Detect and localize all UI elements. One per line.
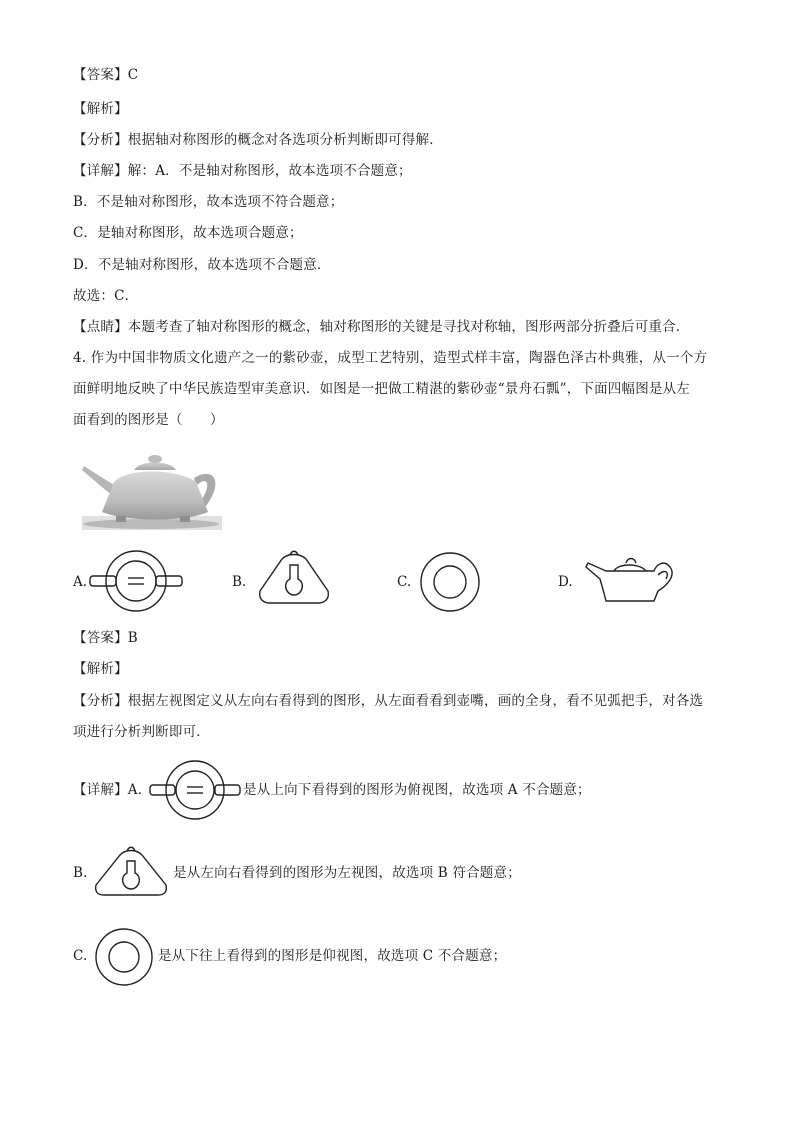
q4-analysis-line2: 项进行分析判断即可． [73, 724, 210, 740]
q3-option-d: D．不是轴对称图形，故本选项不合题意． [73, 257, 331, 273]
q4-detail-a-prefix: 【详解】A. [73, 782, 143, 798]
teapot-photo [76, 440, 226, 530]
q4-detail-c: 是从下往上看得到的图形是仰视图，故选项 C 不合题意； [158, 948, 507, 964]
q4-analysis-heading: 【解析】 [73, 661, 128, 677]
detail-a-top-view-icon [148, 758, 242, 822]
q3-option-b: B．不是轴对称图形，故本选项不符合题意； [73, 194, 344, 210]
option-a-top-view-icon [88, 548, 184, 614]
q3-option-c: C．是轴对称图形，故本选项合题意； [73, 225, 303, 241]
option-d-label: D. [558, 574, 573, 590]
q3-choose: 故选：C． [73, 288, 139, 304]
option-b-left-view-icon [254, 549, 334, 605]
q4-stem-line1: 4. 作为中国非物质文化遗产之一的紫砂壶，成型工艺特别，造型式样丰富，陶器色泽古朴典雅，从一个方 [73, 350, 708, 366]
option-c-bottom-view-icon [418, 550, 482, 614]
q4-detail-b-prefix: B. [73, 865, 88, 881]
detail-b-left-view-icon [90, 845, 172, 897]
q4-analysis-line1: 【分析】根据左视图定义从左向右看得到的图形，从左面看看到壶嘴，画的全身，看不见弧把手，对各选 [73, 693, 704, 709]
q3-analysis: 【分析】根据轴对称图形的概念对各选项分析判断即可得解． [73, 132, 443, 148]
q4-detail-b: 是从左向右看得到的图形为左视图，故选项 B 符合题意； [173, 865, 521, 881]
option-d-front-view-icon [584, 551, 676, 605]
q4-stem-line3: 面看到的图形是（ ） [73, 412, 224, 428]
q4-stem-line2: 面鲜明地反映了中华民族造型审美意识．如图是一把做工精湛的紫砂壶“景舟石瓢”，下面四幅图是从左 [73, 381, 691, 397]
q3-detail: 【详解】解：A．不是轴对称图形，故本选项不合题意； [73, 163, 412, 179]
q3-answer: 【答案】C [73, 67, 139, 83]
option-c-label: C. [397, 574, 412, 590]
q3-analysis-heading: 【解析】 [73, 101, 128, 117]
option-b-label: B. [232, 574, 247, 590]
q4-detail-a: 是从上向下看得到的图形为俯视图，故选项 A 不合题意； [243, 782, 591, 798]
q3-comment: 【点睛】本题考查了轴对称图形的概念，轴对称图形的关键是寻找对称轴，图形两部分折叠后可重合． [73, 319, 690, 335]
detail-c-bottom-view-icon [93, 926, 155, 988]
q4-answer: 【答案】B [73, 630, 138, 646]
option-a-label: A. [73, 574, 88, 590]
q4-detail-c-prefix: C. [73, 948, 88, 964]
